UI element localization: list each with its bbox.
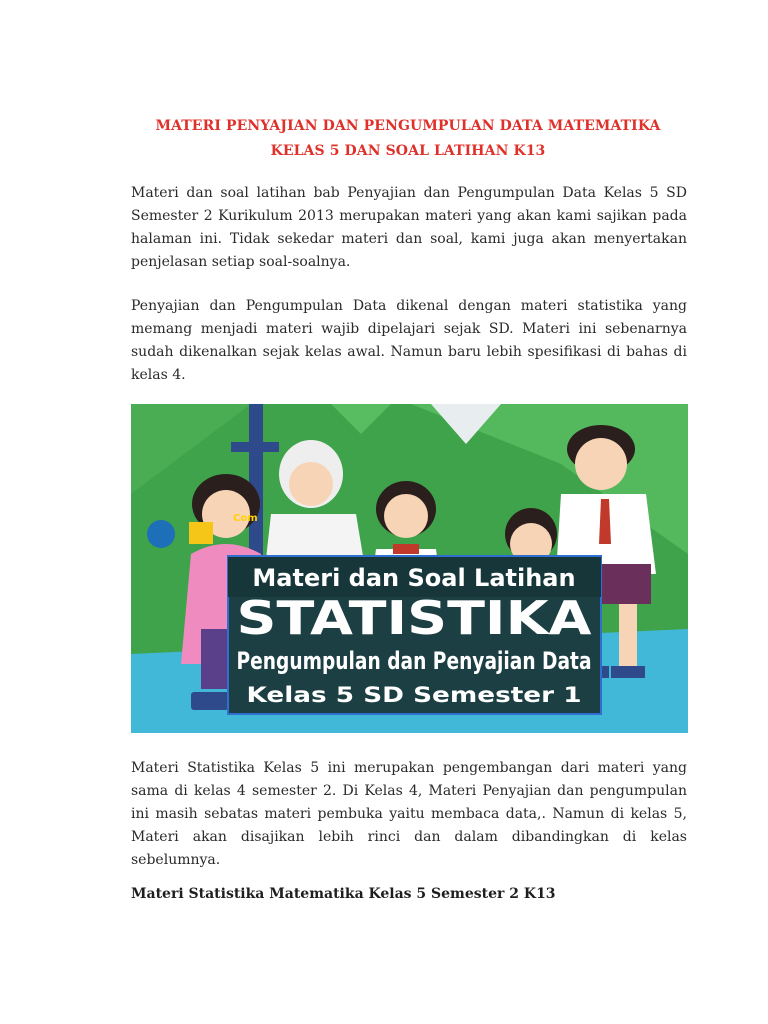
intro-paragraph: Materi dan soal latihan bab Penyajian dan Pengumpulan Data Kelas 5 SD Semester 2 Kurikulum 2013 merupakan materi yang akan kami sajikan pada halaman ini. Tidak sekedar materi dan soal, kami juga akan menyertakan penjelasan setiap soal-soalnya. — [131, 185, 687, 270]
banner-watermark: Com — [233, 513, 258, 524]
title-line-1: MATERI PENYAJIAN DAN PENGUMPULAN DATA MATEMATIKA — [155, 118, 661, 134]
banner-line-4: Kelas 5 SD Semester 1 — [246, 683, 582, 707]
section-subheading: Materi Statistika Matematika Kelas 5 Semester 2 K13 — [131, 886, 556, 902]
document-title — [130, 114, 686, 164]
banner-line-2: STATISTIKA — [236, 591, 592, 645]
banner-line-3: Pengumpulan dan Penyajian Data — [236, 647, 592, 675]
class5-paragraph: Materi Statistika Kelas 5 ini merupakan pengembangan dari materi yang sama di kelas 4 semester 2. Di Kelas 4, Materi Penyajian dan pengumpulan ini masih sebatas materi pembuka yaitu membaca data,. Namun di kelas 5, Materi akan disajikan lebih rinci dan dalam dibandingkan di kelas sebelumnya. — [131, 760, 687, 868]
statistics-paragraph: Penyajian dan Pengumpulan Data dikenal dengan materi statistika yang memang menjadi materi wajib dipelajari sejak SD. Materi ini sebenarnya sudah dikenalkan sejak kelas awal. Namun baru lebih spesifikasi di bahas di kelas 4. — [131, 298, 687, 383]
banner-line-1: Materi dan Soal Latihan — [252, 564, 576, 592]
title-line-2: KELAS 5 DAN SOAL LATIHAN K13 — [270, 143, 546, 159]
banner-image — [131, 404, 688, 733]
